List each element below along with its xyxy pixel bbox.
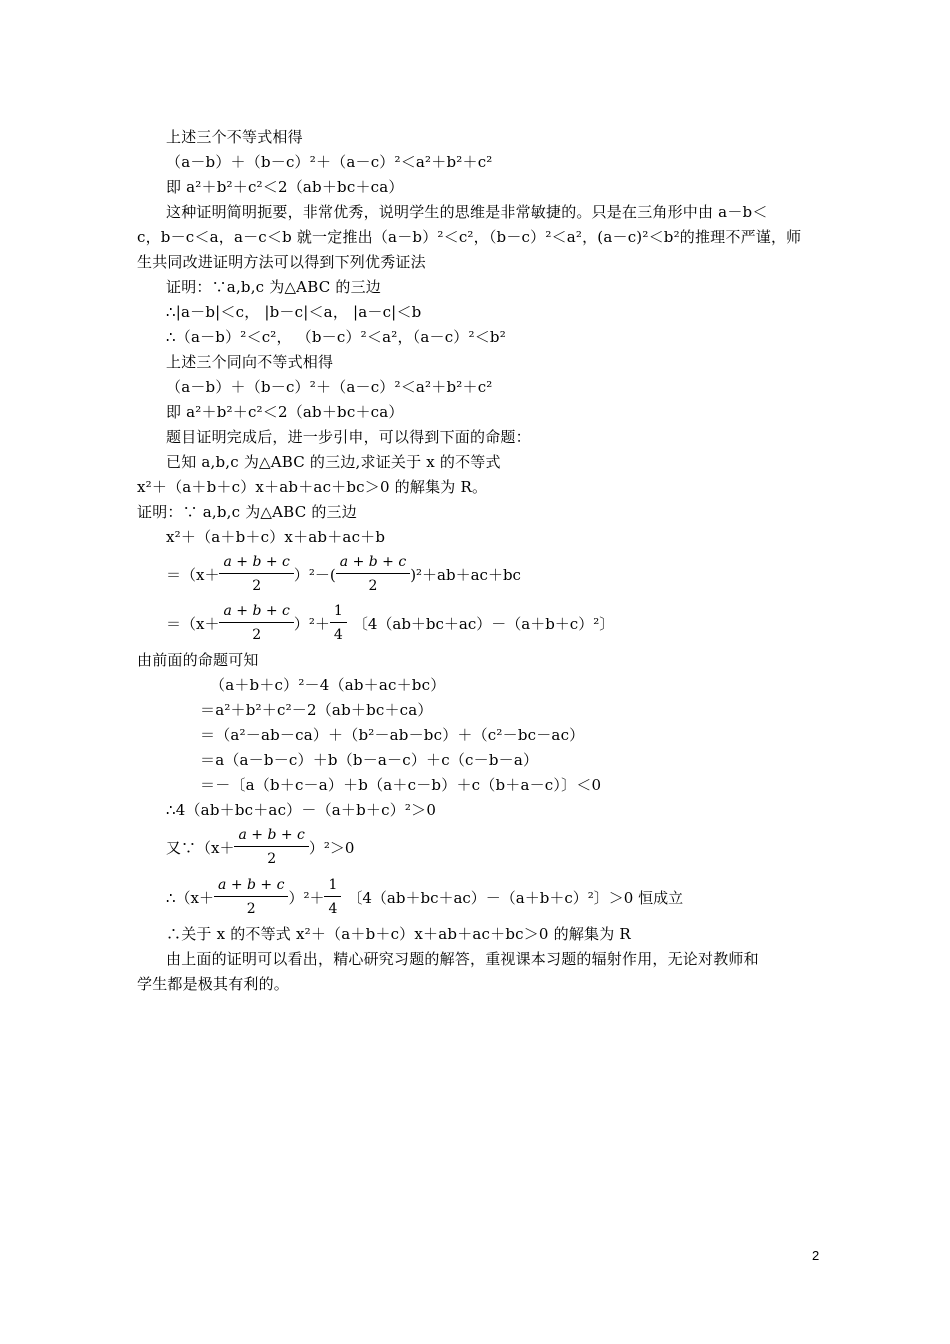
fraction (219, 600, 293, 647)
fraction-denominator: 2 (267, 850, 277, 867)
fraction (336, 551, 410, 598)
fraction-numerator: a + b + c (219, 600, 293, 623)
equation-line (166, 549, 521, 599)
text-line: ＝－〔a（b＋c－a）＋b（a＋c－b）＋c（b＋a－c）〕＜0 (200, 776, 602, 794)
fraction-denominator: 2 (252, 577, 262, 594)
math-text: ＝（x＋ (166, 565, 220, 584)
text-line: x²＋（a＋b＋c）x＋ab＋ac＋bc＞0 的解集为 R。 (137, 478, 488, 496)
text-line: 已知 a,b,c 为△ABC 的三边,求证关于 x 的不等式 (166, 453, 501, 471)
text-line: ∴|a－b|＜c， |b－c|＜a， |a－c|＜b (166, 303, 422, 321)
math-text: ∴（x＋ (166, 888, 215, 907)
math-text: ）²＞0 (308, 838, 355, 857)
text-line: ＝a（a－b－c）＋b（b－a－c）＋c（c－b－a） (200, 751, 539, 769)
text-line: 即 a²＋b²＋c²＜2（ab＋bc＋ca） (166, 178, 404, 196)
text-line: （a＋b＋c）²－4（ab＋ac＋bc） (210, 676, 446, 694)
equation-line (166, 872, 683, 922)
text-line: 上述三个同向不等式相得 (166, 353, 334, 371)
text-line: 生共同改进证明方法可以得到下列优秀证法 (137, 253, 426, 271)
text-line: 由上面的证明可以看出，精心研究习题的解答，重视课本习题的辐射作用，无论对教师和 (166, 950, 759, 968)
text-line: 题目证明完成后，进一步引申，可以得到下面的命题： (166, 428, 531, 446)
fraction-numerator: a + b + c (336, 551, 410, 574)
equation-line (166, 822, 354, 872)
fraction (219, 551, 293, 598)
text-line: ∴关于 x 的不等式 x²＋（a＋b＋c）x＋ab＋ac＋bc＞0 的解集为 R (166, 925, 631, 943)
fraction-denominator: 4 (328, 900, 338, 917)
equation-line (166, 598, 614, 648)
text-line: ＝（a²－ab－ca）＋（b²－ab－bc）＋（c²－bc－ac） (200, 726, 585, 744)
text-line: 证明：∵ a,b,c 为△ABC 的三边 (137, 503, 357, 521)
fraction (214, 874, 288, 921)
fraction-denominator: 2 (246, 900, 256, 917)
math-text: ）²＋ (288, 888, 325, 907)
fraction-numerator: 1 (324, 874, 341, 897)
text-line: 证明：∵a,b,c 为△ABC 的三边 (166, 278, 381, 296)
fraction-numerator: a + b + c (234, 824, 308, 847)
fraction-denominator: 2 (368, 577, 378, 594)
fraction-denominator: 4 (333, 626, 343, 643)
math-text: 又∵（x＋ (166, 838, 235, 857)
fraction (234, 824, 308, 871)
text-line: ∴（a－b）²＜c²， （b－c）²＜a²，（a－c）²＜b² (166, 328, 506, 346)
fraction-denominator: 2 (252, 626, 262, 643)
text-line: （a－b）＋（b－c）²＋（a－c）²＜a²＋b²＋c² (166, 378, 493, 396)
fraction-numerator: 1 (330, 600, 347, 623)
math-text: ＝（x＋ (166, 614, 220, 633)
text-line: x²＋（a＋b＋c）x＋ab＋ac＋b (166, 528, 386, 546)
fraction (324, 874, 341, 921)
text-line: （a－b）＋（b－c）²＋（a－c）²＜a²＋b²＋c² (166, 153, 493, 171)
fraction-numerator: a + b + c (219, 551, 293, 574)
math-text: )²＋ab＋ac＋bc (410, 565, 521, 584)
text-line: 由前面的命题可知 (137, 651, 259, 669)
text-line: 即 a²＋b²＋c²＜2（ab＋bc＋ca） (166, 403, 404, 421)
text-line: ∴4（ab＋bc＋ac）－（a＋b＋c）²＞0 (166, 801, 437, 819)
text-line: c，b－c＜a，a－c＜b 就一定推出（a－b）²＜c²，（b－c）²＜a²，(a－c)²＜b²的推理不严谨，师 (137, 228, 802, 246)
math-text: ）²＋ (293, 614, 330, 633)
math-text: 〔4（ab＋bc＋ac）－（a＋b＋c）²〕 (352, 614, 615, 633)
text-line: 上述三个不等式相得 (166, 128, 303, 146)
fraction (330, 600, 347, 647)
text-line: ＝a²＋b²＋c²－2（ab＋bc＋ca） (200, 701, 433, 719)
math-text: 〔4（ab＋bc＋ac）－（a＋b＋c）²〕＞0 恒成立 (347, 888, 684, 907)
fraction-numerator: a + b + c (214, 874, 288, 897)
text-line: 这种证明简明扼要，非常优秀，说明学生的思维是非常敏捷的。只是在三角形中由 a－b＜ (166, 203, 768, 221)
page-number: 2 (812, 1248, 820, 1263)
text-line: 学生都是极其有利的。 (137, 975, 290, 993)
math-text: ）²－( (293, 565, 336, 584)
